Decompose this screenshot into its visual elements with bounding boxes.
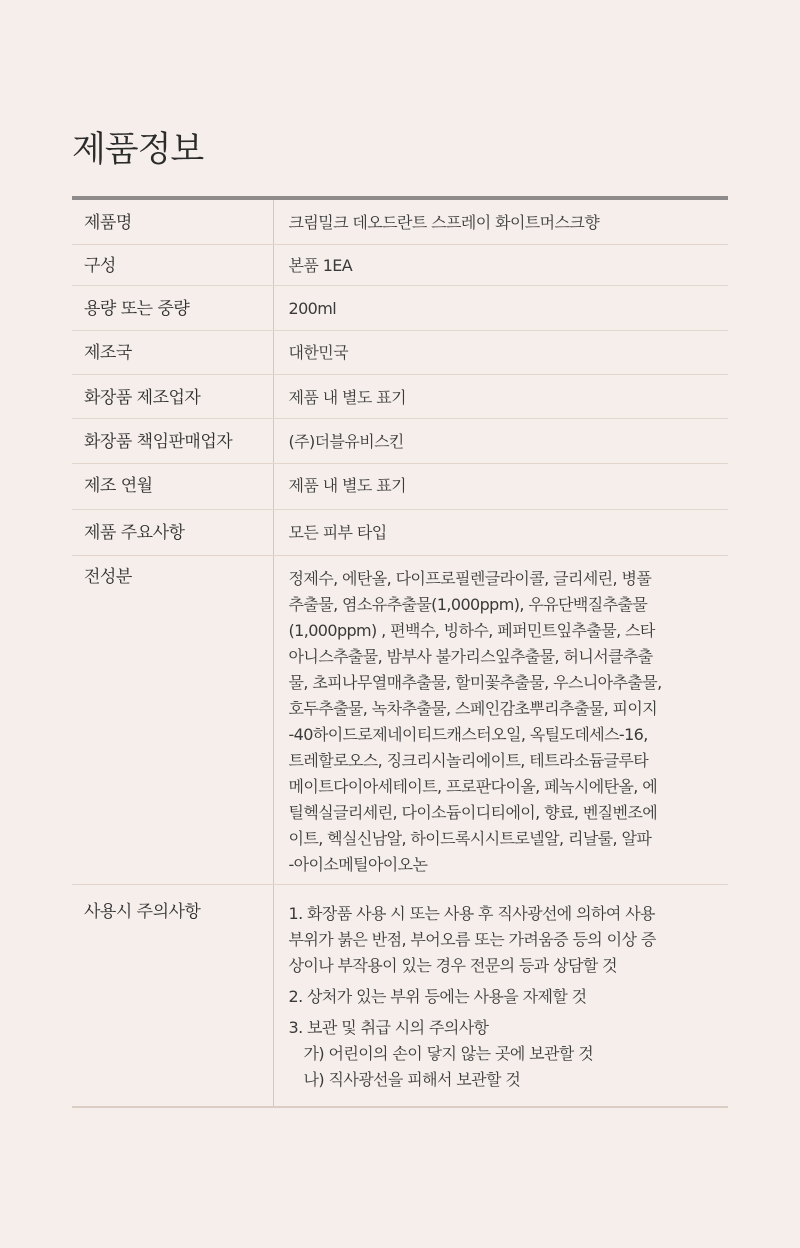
ingredients-line: -아이소메틸아이오논 (288, 855, 428, 874)
table-row-precautions (72, 885, 728, 1108)
ingredients-line: 추출물, 염소유추출물(1,000ppm), 우유단백질추출물 (288, 595, 648, 614)
table-row (72, 510, 728, 556)
row-label: 전성분 (72, 556, 273, 885)
row-label: 제조국 (72, 331, 273, 375)
ingredients-line: -40하이드로제네이티드캐스터오일, 옥틸도데세스-16, (288, 725, 648, 744)
row-value: 모든 피부 타입 (273, 510, 728, 556)
ingredients-line: 물, 초피나무열매추출물, 할미꽃추출물, 우스니아추출물, (288, 673, 662, 692)
precautions-value (273, 885, 728, 1108)
page-title: 제품정보 (72, 130, 204, 170)
row-value: (주)더블유비스킨 (273, 419, 728, 464)
product-info-section (72, 128, 728, 1108)
row-label: 화장품 책임판매업자 (72, 419, 273, 464)
precaution-subitem: 나) 직사광선을 피해서 보관할 것 (303, 1070, 521, 1089)
ingredients-line: 정제수, 에탄올, 다이프로필렌글라이콜, 글리세린, 병풀 (288, 569, 652, 588)
table-row (72, 200, 728, 245)
table-row (72, 331, 728, 375)
ingredients-line: 틸헥실글리세린, 다이소듐이디티에이, 향료, 벤질벤조에 (288, 803, 658, 822)
precaution-item-2: 2. 상처가 있는 부위 등에는 사용을 자제할 것 (288, 987, 587, 1006)
table-row (72, 375, 728, 419)
product-info-table (72, 200, 728, 1108)
precaution-subitem: 가) 어린이의 손이 닿지 않는 곳에 보관할 것 (303, 1044, 594, 1063)
table-row (72, 245, 728, 286)
row-label: 제품 주요사항 (72, 510, 273, 556)
row-value: 200ml (273, 286, 728, 331)
table-row (72, 464, 728, 510)
table-row (72, 286, 728, 331)
table-row (72, 419, 728, 464)
row-value: 제품 내 별도 표기 (273, 464, 728, 510)
row-label: 화장품 제조업자 (72, 375, 273, 419)
ingredients-value (273, 556, 728, 885)
table-row-ingredients (72, 556, 728, 885)
row-value: 제품 내 별도 표기 (273, 375, 728, 419)
row-value: 본품 1EA (273, 245, 728, 286)
ingredients-line: 메이트다이아세테이트, 프로판다이올, 페녹시에탄올, 에 (288, 777, 658, 796)
ingredients-line: (1,000ppm) , 편백수, 빙하수, 페퍼민트잎추출물, 스타 (288, 621, 655, 640)
ingredients-line: 아니스추출물, 밤부사 불가리스잎추출물, 허니서클추출 (288, 647, 653, 666)
ingredients-line: 호두추출물, 녹차추출물, 스페인감초뿌리추출물, 피이지 (288, 699, 658, 718)
row-label: 사용시 주의사항 (72, 885, 273, 1108)
precaution-item-1: 1. 화장품 사용 시 또는 사용 후 직사광선에 의하여 사용 부위가 붉은 반점, 부어오름 또는 가려움증 등의 이상 증 상이나 부작용이 있는 경우 전문의 등과 상담할 것 (288, 904, 656, 975)
row-label: 제조 연월 (72, 464, 273, 510)
row-label: 구성 (72, 245, 273, 286)
row-label: 용량 또는 중량 (72, 286, 273, 331)
ingredients-line: 이트, 헥실신남알, 하이드록시시트로넬알, 리날룰, 알파 (288, 829, 652, 848)
precaution-item-3: 3. 보관 및 취급 시의 주의사항 가) 어린이의 손이 닿지 않는 곳에 보관할 것 나) 직사광선을 피해서 보관할 것 (289, 1015, 725, 1093)
ingredients-line: 트레할로오스, 징크리시놀리에이트, 테트라소듐글루타 (288, 751, 649, 770)
row-value: 대한민국 (273, 331, 728, 375)
row-value: 크림밀크 데오드란트 스프레이 화이트머스크향 (273, 200, 728, 245)
row-label: 제품명 (72, 200, 273, 245)
